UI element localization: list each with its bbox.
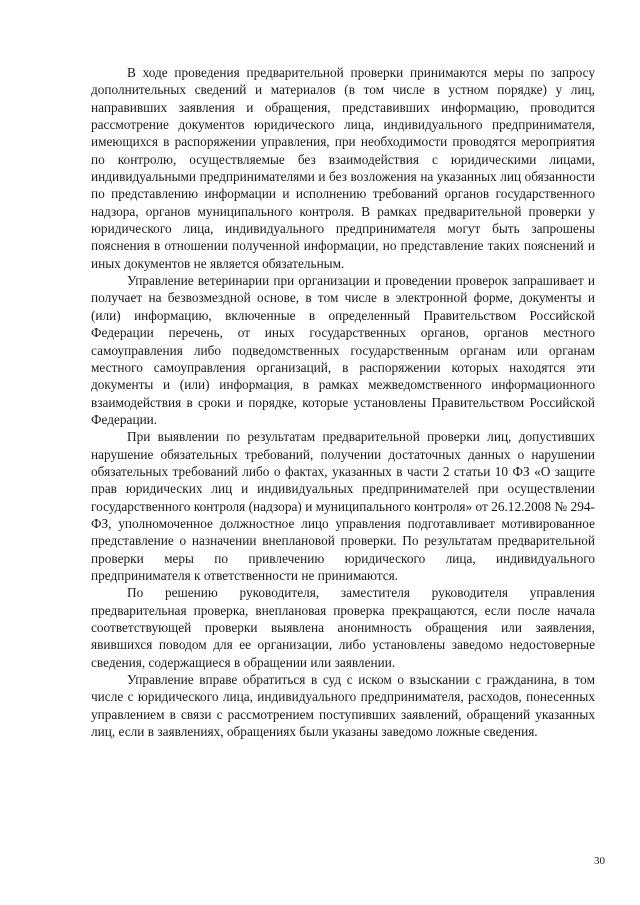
paragraph-check-termination: По решению руководителя, заместителя руководителя управления предварительная проверка, внеплановая проверка прекращаются, если после начала соответствующей проверки выявлена анонимность обращения или заявления, явившихся поводом для ее организации, либо установлены заведомо недостоверные сведения, содержащиеся в обращении или заявлении. (91, 585, 595, 670)
page-body (91, 64, 595, 740)
paragraph-preliminary-check: В ходе проведения предварительной проверки принимаются меры по запросу дополнительных сведений и материалов (в том числе в устном порядке) у лиц, направивших заявления и обращения, представивших информацию, проводится рассмотрение документов юридического лица, индивидуального предпринимателя, имеющихся в распоряжении управления, при необходимости проводятся мероприятия по контролю, осуществляемые без взаимодействия с юридическими лицами, индивидуальными предпринимателями и без возложения на указанных лиц обязанности по представлению информации и исполнению требований органов государственного надзора, органов муниципального контроля. В рамках предварительной проверки у юридического лица, индивидуального предпринимателя могут быть запрошены пояснения в отношении полученной информации, но представление таких пояснений и иных документов не является обязательным. (91, 65, 595, 271)
page-number: 30 (594, 855, 605, 867)
paragraph-court-claim: Управление вправе обратиться в суд с иском о взыскании с гражданина, в том числе с юридического лица, индивидуального предпринимателя, расходов, понесенных управлением в связи с рассмотрением поступивших заявлений, обращений указанных лиц, если в заявлениях, обращениях были указаны заведомо ложные сведения. (91, 672, 595, 740)
paragraph-information-requests: Управление ветеринарии при организации и проведении проверок запрашивает и получает на безвозмездной основе, в том числе в электронной форме, документы и (или) информацию, включенные в определенный Правительством Российской Федерации перечень, от иных государственных органов, органов местного самоуправления либо подведомственных государственным органам или органам местного самоуправления организаций, в распоряжении которых находятся эти документы и (или) информация, в рамках межведомственного информационного взаимодействия в сроки и порядке, которые установлены Правительством Российской Федерации. (91, 273, 595, 427)
paragraph-violations-found: При выявлении по результатам предварительной проверки лиц, допустивших нарушение обязательных требований, получении достаточных данных о нарушении обязательных требований либо о фактах, указанных в части 2 статьи 10 ФЗ «О защите прав юридических лиц и индивидуальных предпринимателей при осуществлении государственного контроля (надзора) и муниципального контроля» от 26.12.2008 № 294-ФЗ, уполномоченное должностное лицо управления подготавливает мотивированное представление о назначении внеплановой проверки. По результатам предварительной проверки меры по привлечению юридического лица, индивидуального предпринимателя к ответственности не принимаются. (91, 429, 595, 583)
